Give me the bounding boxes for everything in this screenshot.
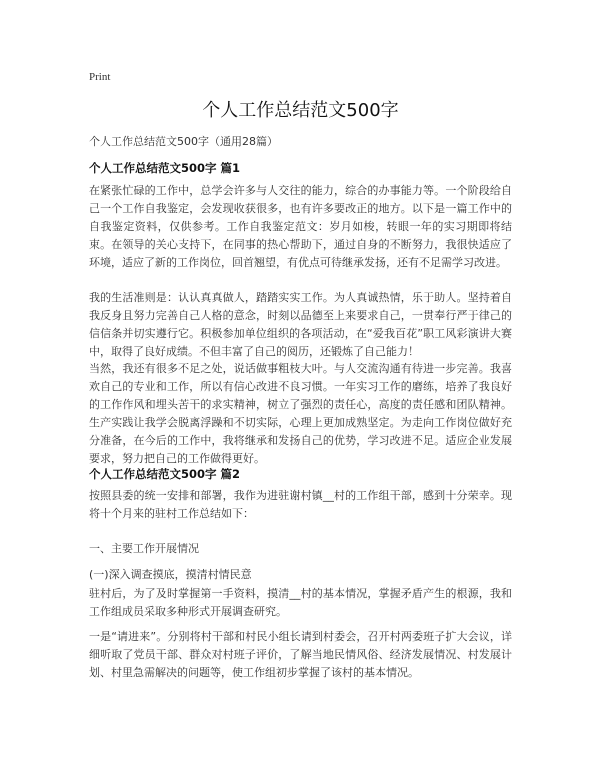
paragraph-2: 我的生活准则是：认认真真做人，踏踏实实工作。为人真诚热情，乐于助人。坚持着自我反身且努力完善自己人格的意念，时刻以品德至上来要求自己，一贯奉行严于律己的信信条并切实遵行它。积极参加单位组织的各项活动，在“爱我百花”职工风彩演讲大赛中，取得了良好成绩。不但丰富了自己的阅历，还锻炼了自己能力！ bbox=[89, 291, 512, 358]
section-heading-1: 个人工作总结范文500字 篇1 bbox=[89, 161, 241, 175]
document-subtitle: 个人工作总结范文500字（通用28篇） bbox=[89, 135, 278, 148]
print-link[interactable]: Print bbox=[89, 71, 111, 83]
page-title: 个人工作总结范文500字 bbox=[202, 100, 399, 121]
list-subheading-survey: (一)深入调查摸底，摸清村情民意 bbox=[89, 568, 252, 581]
section-heading-2: 个人工作总结范文500字 篇2 bbox=[89, 467, 241, 481]
list-heading-main-work: 一、主要工作开展情况 bbox=[89, 542, 199, 555]
paragraph-6: 一是“请进来”。分别将村干部和村民小组长请到村委会，召开村两委班子扩大会议，详细听取了党员干部、群众对村班子评价，了解当地民情风俗、经济发展情况、村发展计划、村里急需解决的问题等，使工作组初步掌握了该村的基本情况。 bbox=[89, 630, 512, 679]
paragraph-5: 驻村后，为了及时掌握第一手资料，摸清__村的基本情况，掌握矛盾产生的根源，我和工作组成员采取多种形式开展调查研究。 bbox=[89, 587, 512, 618]
paragraph-4: 按照县委的统一安排和部署，我作为进驻谢村镇__村的工作组干部，感到十分荣幸。现将十个月来的驻村工作总结如下： bbox=[89, 489, 512, 520]
paragraph-3: 当然，我还有很多不足之处，说话做事粗枝大叶。与人交流沟通有待进一步完善。我喜欢自己的专业和工作，所以有信心改进不良习惯。一年实习工作的磨练，培养了我良好的工作作风和埋头苦干的求实精神，树立了强烈的责任心，高度的责任感和团队精神。生产实践让我学会脱离浮躁和不切实际，心理上更加成熟坚定。为走向工作岗位做好充分准备，在今后的工作中，我将继承和发扬自己的优势，学习改进不足。适应企业发展要求，努力把自己的工作做得更好。 bbox=[89, 362, 512, 465]
paragraph-1: 在紧张忙碌的工作中，总学会许多与人交往的能力，综合的办事能力等。一个阶段给自己一个工作自我鉴定，会发现收获很多，也有许多要改正的地方。以下是一篇工作中的自我鉴定资料，仅供参考。工作自我鉴定范文：岁月如梭，转眼一年的实习期即将结束。在领导的关心支持下，在同事的热心帮助下，通过自身的不断努力，我很快适应了环境，适应了新的工作岗位，回首翘望，有优点可待继承发扬，还有不足需学习改进。 bbox=[89, 184, 512, 269]
